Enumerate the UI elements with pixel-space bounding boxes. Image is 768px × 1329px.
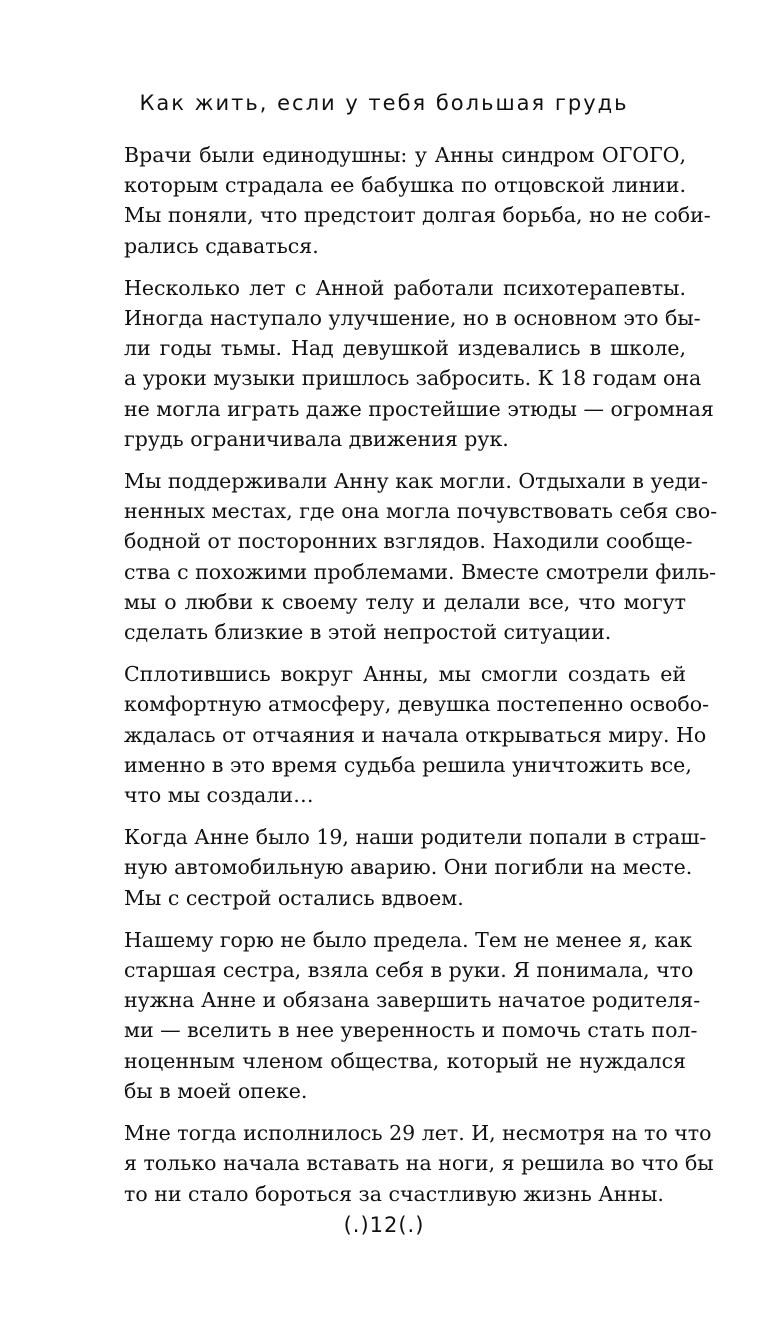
text-line: ненных местах, где она могла почувствовать себя сво- — [124, 499, 718, 524]
text-line: Несколько лет с Анной работали психотерапевты. — [124, 275, 686, 300]
paragraph — [124, 1118, 714, 1209]
text-line: ли годы тьмы. Над девушкой издевались в школе, — [124, 336, 686, 361]
text-line: Мы поддерживали Анну как могли. Отдыхали в уеди- — [124, 469, 708, 494]
text-line: старшая сестра, взяла себя в руки. Я понимала, что — [124, 958, 694, 983]
text-line: комфортную атмосферу, девушка постепенно освобо- — [124, 692, 709, 717]
text-line: мы о любви к своему телу и делали все, что могут — [124, 589, 686, 614]
paragraph — [124, 140, 711, 261]
text-line: грудь ограничивала движения рук. — [124, 426, 509, 451]
body-text — [124, 140, 718, 1221]
text-line: ную автомобильную аварию. Они погибли на месте. — [124, 855, 693, 880]
text-line: бы в моей опеке. — [124, 1078, 308, 1103]
paragraph — [124, 659, 709, 810]
text-line: Нашему горю не было предела. Тем не менее я, как — [124, 927, 693, 952]
text-line: Когда Анне было 19, наши родители попали в страш- — [124, 825, 707, 850]
text-line: Сплотившись вокруг Анны, мы смогли создать ей — [124, 662, 686, 687]
text-line: бодной от посторонних взглядов. Находили сообще- — [124, 529, 693, 554]
text-line: не могла играть даже простейшие этюды — огромная — [124, 396, 714, 421]
text-line: ноценным членом общества, который не нуждался — [124, 1048, 686, 1073]
text-line: ства с похожими проблемами. Вместе смотрели филь- — [124, 559, 717, 584]
text-line: ми — вселить в нее уверенность и помочь стать пол- — [124, 1018, 698, 1043]
text-line: а уроки музыки пришлось забросить. К 18 годам она — [124, 366, 702, 391]
text-line: именно в это время судьба решила уничтожить все, — [124, 752, 692, 777]
text-line: Мы с сестрой остались вдвоем. — [124, 885, 464, 910]
text-line: нужна Анне и обязана завершить начатое родителя- — [124, 988, 701, 1013]
paragraph — [124, 466, 718, 647]
text-line: Мы поняли, что предстоит долгая борьба, но не соби- — [124, 203, 711, 228]
text-line: ждалась от отчаяния и начала открываться миру. Но — [124, 722, 707, 747]
text-line: Иногда наступало улучшение, но в основном это бы- — [124, 306, 701, 331]
text-line: Врачи были единодушны: у Анны синдром ОГОГО, — [124, 143, 686, 167]
paragraph — [124, 822, 707, 913]
running-header: Как жить, если у тебя большая грудь — [139, 91, 629, 115]
text-line: я только начала вставать на ноги, я решила во что бы — [124, 1151, 714, 1176]
text-line: рались сдаваться. — [124, 233, 319, 258]
text-line: что мы создали… — [124, 783, 314, 808]
text-line: то ни стало бороться за счастливую жизнь Анны. — [124, 1181, 664, 1206]
text-line: которым страдала ее бабушка по отцовской линии. — [124, 173, 686, 198]
paragraph — [124, 273, 714, 454]
text-line: сделать близкие в этой непростой ситуации. — [124, 620, 612, 645]
page-number: (.)12(.) — [343, 1213, 425, 1237]
text-line: Мне тогда исполнилось 29 лет. И, несмотря на то что — [124, 1121, 712, 1146]
paragraph — [124, 925, 701, 1106]
